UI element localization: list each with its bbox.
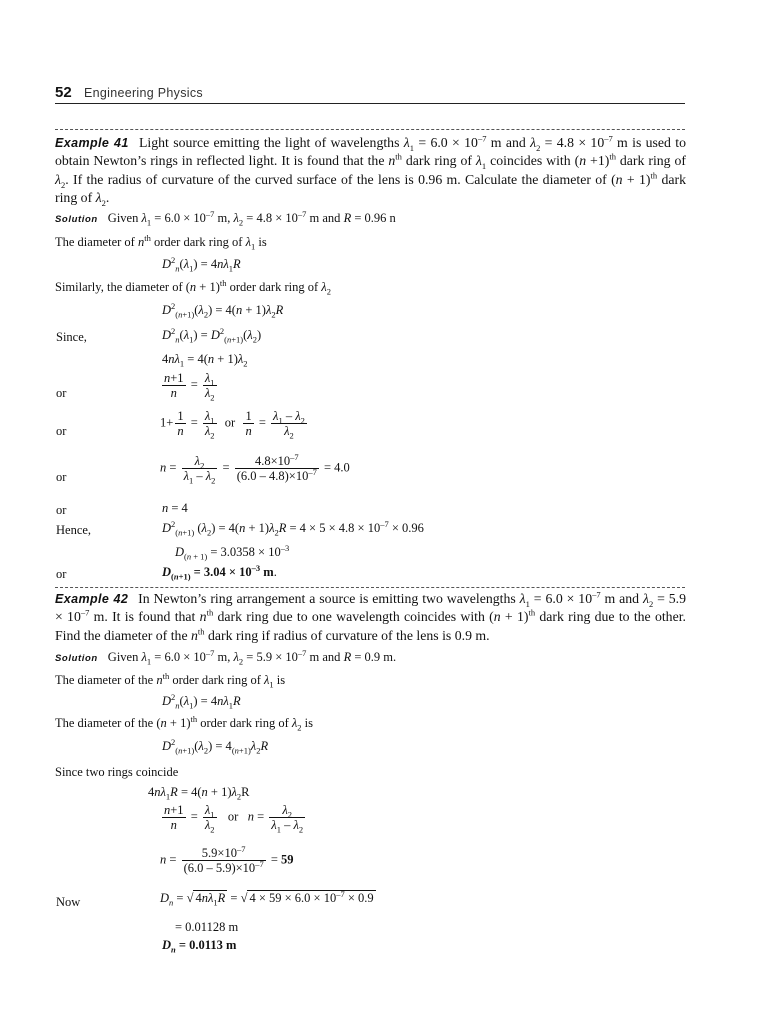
or-41-c: or bbox=[56, 470, 67, 484]
eq-42-6: $D_n$ = √ $4n\lambda_1R$ = √ $4 \times 59 \times 6.0 \times 10^{-7} \times 0.9$ bbox=[160, 888, 374, 908]
eq-41-2: $D^2_{(n+1)}(\lambda_2) = 4(n + 1)\lambda_2R$ bbox=[162, 300, 284, 320]
eq-41-5: $\frac{n+1}{n}$ = $\frac{\lambda_1}{\lambda_2}$ bbox=[164, 371, 215, 403]
eq-41-3: $D^2_n(\lambda_1) = D^2_{(n+1)}(\lambda_2)$ bbox=[162, 325, 262, 345]
eq-42-3: $4n\lambda_1R = 4(n + 1)\lambda_2R$ bbox=[148, 785, 250, 802]
example-42-label: Example 42 bbox=[55, 592, 129, 606]
or-41-a: or bbox=[56, 386, 67, 400]
page-number: 52 bbox=[55, 84, 72, 101]
solution-42-line2: The diameter of the $(n + 1)^{th}$ order dark ring of $\lambda_2$ is bbox=[55, 713, 314, 733]
solution-42-given: Solution Given $\lambda_1 = 6.0 \times 10^{-7}$ m, $\lambda_2 = 5.9 \times 10^{-7}$ m and R = 0.9 m. bbox=[55, 647, 397, 667]
eq-41-9: $D_{(n + 1)} = 3.0358 \times 10^{-3}$ bbox=[175, 542, 290, 562]
example-42-statement: Example 42 In Newton’s ring arrangement a source is emitting two wavelengths $\lambda_1 = 6.0 \times 10^{-7}$ m and $\lambda_2 = 5.9 \times 10^{-7}$ m. It is found that $n^{th}$ dark ring due to one wavelength coincides with $(n + 1)^{th}$ dark ring due to the other. Find the diameter of the $n^{th}$ dark ring if radius of curvature of the lens is 0.9 m. bbox=[55, 589, 687, 643]
eq-41-1: $D^2_n(\lambda_1) = 4n\lambda_1R$ bbox=[162, 254, 241, 274]
or-41-b: or bbox=[56, 424, 67, 438]
eq-42-4: $\frac{n+1}{n}$ = $\frac{\lambda_1}{\lambda_2}$ or n = $\frac{\lambda_2}{\lambda_1 - \lambda_2}$ bbox=[164, 803, 304, 835]
or-41-e: or bbox=[56, 567, 67, 581]
running-header-title: Engineering Physics bbox=[84, 86, 203, 100]
hence-41: Hence, bbox=[56, 523, 92, 537]
example-41-rule bbox=[55, 129, 685, 130]
eq-41-result: $D_{(n+1)} = 3.04 \times 10^{-3}$ m. bbox=[162, 562, 277, 582]
eq-41-8: $D^2_{(n+1)}$ $(\lambda_2) = 4(n + 1)\lambda_2R = 4 \times 5 \times 4.8 \times 10^{-7} \times 0.96$ bbox=[162, 518, 424, 538]
eq-41-6: 1+ $\frac{1}{n}$ = $\frac{\lambda_1}{\lambda_2}$ or $\frac{1}{n}$ = $\frac{\lambda_1 - \lambda_2}{\lambda_2}$ bbox=[160, 409, 305, 441]
solution-42-label: Solution bbox=[55, 653, 98, 664]
solution-41-line2: Similarly, the diameter of $(n + 1)^{th}$ order dark ring of $\lambda_2$ bbox=[55, 277, 331, 297]
solution-42-line3: Since two rings coincide bbox=[55, 765, 179, 779]
eq-41-n: n = 4 bbox=[162, 501, 188, 515]
eq-42-5: n = $\frac{5.9\times 10^{-7}}{(6.0 - 5.9)\times 10^{-7}}$ = 59 bbox=[160, 843, 294, 875]
solution-41-line1: The diameter of $n^{th}$ order dark ring of $\lambda_1$ is bbox=[55, 232, 267, 252]
eq-42-1: $D^2_n(\lambda_1) = 4n\lambda_1R$ bbox=[162, 691, 241, 711]
eq-42-2: $D^2_{(n+1)}(\lambda_2) = 4_{(n+1)}\lambda_2R$ bbox=[162, 736, 269, 756]
eq-42-final: $D_n = 0.0113$ m bbox=[162, 938, 237, 955]
solution-41-label: Solution bbox=[55, 214, 98, 225]
solution-42-line1: The diameter of the $n^{th}$ order dark ring of $\lambda_1$ is bbox=[55, 670, 286, 690]
now-42: Now bbox=[56, 895, 81, 909]
eq-42-val: = 0.01128 m bbox=[175, 920, 239, 934]
eq-41-7: n = $\frac{\lambda_2}{\lambda_1 - \lambda_2}$ = $\frac{4.8\times 10^{-7}}{(6.0 - 4.8)\times 10^{-7}}$ = 4.0 bbox=[160, 451, 350, 486]
example-42-rule bbox=[55, 587, 685, 588]
eq-41-4: $4n\lambda_1 = 4(n + 1)\lambda_2$ bbox=[162, 352, 248, 369]
solution-41-given: Solution Given $\lambda_1 = 6.0 \times 10^{-7}$ m, $\lambda_2 = 4.8 \times 10^{-7}$ m and R = 0.96 n bbox=[55, 208, 396, 228]
example-41-label: Example 41 bbox=[55, 136, 129, 150]
or-41-d: or bbox=[56, 503, 67, 517]
header-rule bbox=[55, 103, 685, 104]
example-41-statement: Example 41 Light source emitting the light of wavelengths $\lambda_1 = 6.0 \times 10^{-7}$ m and $\lambda_2 = 4.8 \times 10^{-7}$ m is used to obtain Newton’s rings in reflected light. It is found that the $n^{th}$ dark ring of $\lambda_1$ coincides with $(n +1)^{th}$ dark ring of $\lambda_2$. If the radius of curvature of the curved surface of the lens is 0.96 m. Calculate the diameter of $(n + 1)^{th}$ dark ring of $\lambda_2$. bbox=[55, 133, 687, 208]
since-41: Since, bbox=[56, 330, 87, 344]
